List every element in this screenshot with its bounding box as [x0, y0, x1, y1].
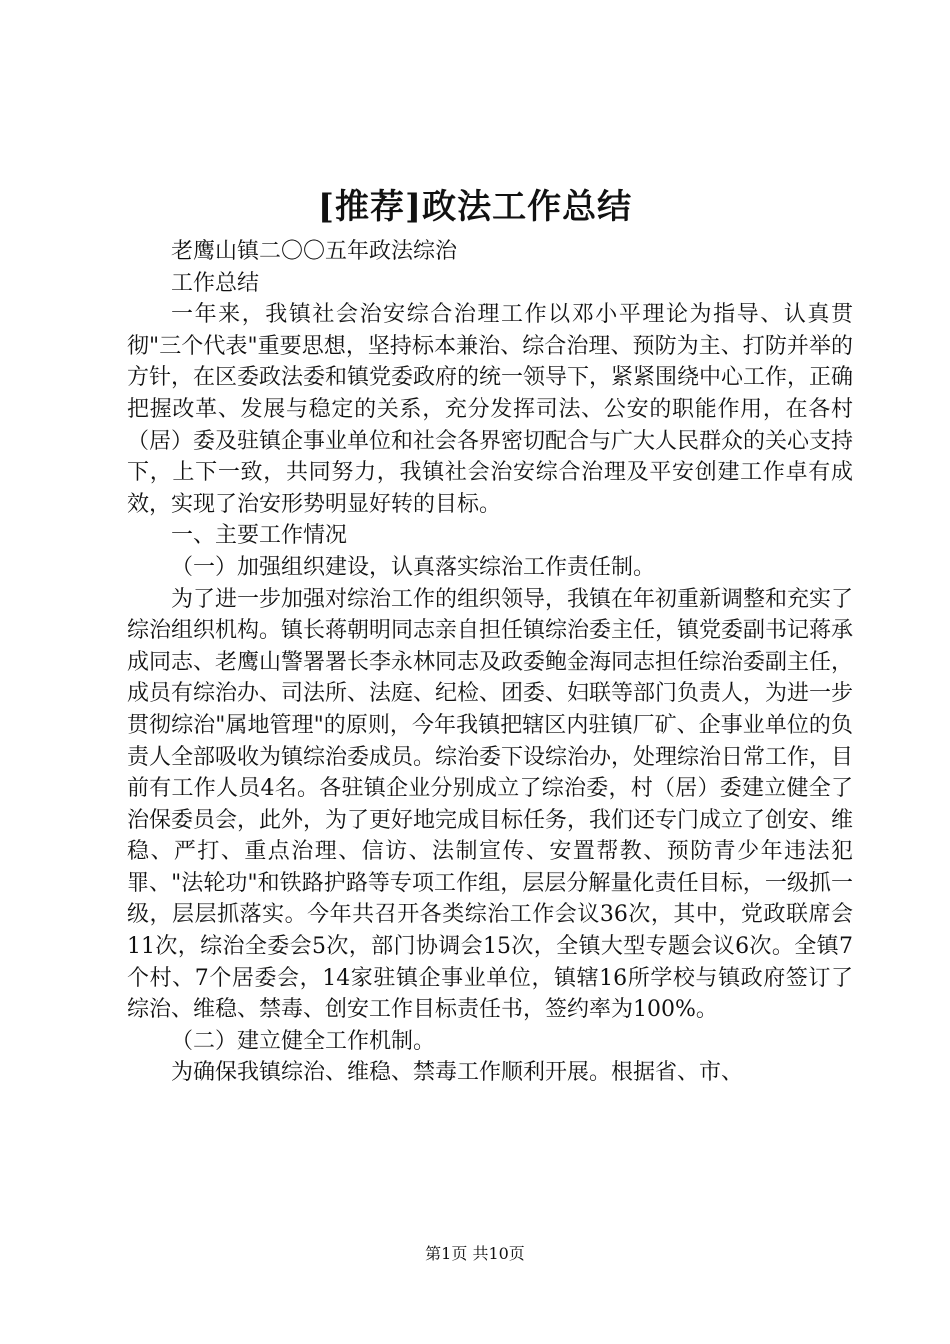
paragraph-intro: 一年来，我镇社会治安综合治理工作以邓小平理论为指导、认真贯彻"三个代表"重要思想，坚持标本兼治、综合治理、预防为主、打防并举的方针，在区委政法委和镇党委政府的统一领导下，紧紧围绕中心工作，正确把握改革、发展与稳定的关系，充分发挥司法、公安的职能作用，在各村（居）委及驻镇企事业单位和社会各界密切配合与广大人民群众的关心支持下，上下一致，共同努力，我镇社会治安综合治理及平安创建工作卓有成效，实现了治安形势明显好转的目标。: [127, 302, 854, 517]
paragraph-org-heading: 老鹰山镇二〇〇五年政法综治: [171, 239, 458, 264]
paragraph-mechanism: 为确保我镇综治、维稳、禁毒工作顺利开展。根据省、市、: [171, 1060, 744, 1086]
paragraph-organization: 为了进一步加强对综治工作的组织领导，我镇在年初重新调整和充实了综治组织机构。镇长蒋朝明同志亲自担任镇综治委主任，镇党委副书记蒋承成同志、老鹰山警署署长李永林同志及政委鲍金海同志担任综治委副主任，成员有综治办、司法所、法庭、纪检、团委、妇联等部门负责人，为进一步贯彻综治"属地管理"的原则，今年我镇把辖区内驻镇厂矿、企事业单位的负责人全部吸收为镇综治委成员。综治委下设综治办，处理综治日常工作，目前有工作人员4名。各驻镇企业分别成立了综治委，村（居）委建立健全了治保委员会，此外，为了更好地完成目标任务，我们还专门成立了创安、维稳、严打、重点治理、信访、法制宣传、安置帮教、预防青少年违法犯罪、"法轮功"和铁路护路等专项工作组，层层分解量化责任目标，一级抓一级，层层抓落实。今年共召开各类综治工作会议36次，其中，党政联席会11次，综治全委会5次，部门协调会15次，全镇大型专题会议6次。全镇7个村、7个居委会，14家驻镇企事业单位，镇辖16所学校与镇政府签订了综治、维稳、禁毒、创安工作目标责任书，签约率为100%。: [127, 586, 854, 1023]
document-title: [推荐]政法工作总结: [317, 187, 633, 227]
subsection-heading-organization: （一）加强组织建设，认真落实综治工作责任制。: [171, 554, 656, 580]
document-body: [127, 236, 853, 1089]
paragraph-summary-heading: 工作总结: [171, 270, 260, 296]
page-footer: 第1页 共10页: [425, 1244, 525, 1263]
subsection-heading-mechanism: （二）建立健全工作机制。: [171, 1028, 436, 1054]
section-heading-main-work: 一、主要工作情况: [171, 523, 348, 549]
